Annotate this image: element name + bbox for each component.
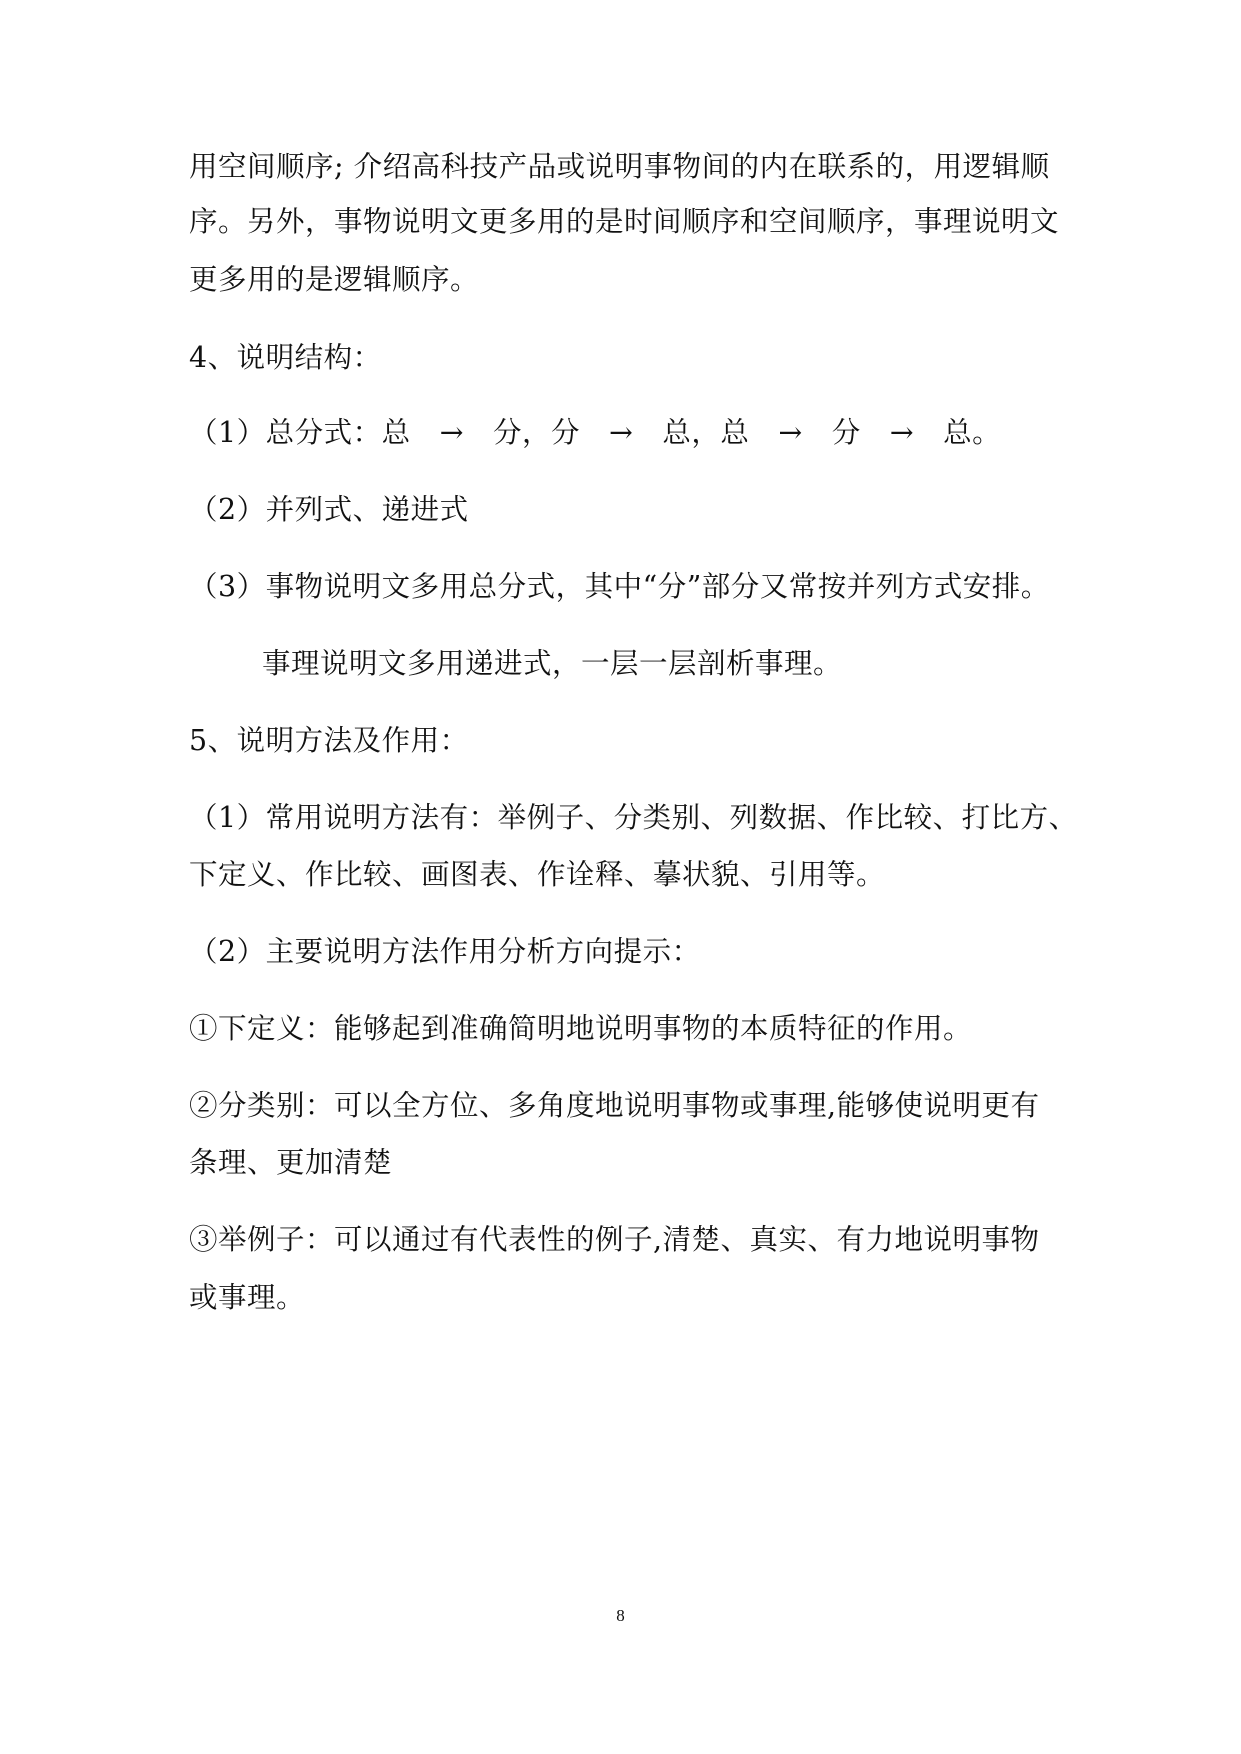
list-item: ③举例子：可以通过有代表性的例子,清楚、真实、有力地说明事物 bbox=[189, 1223, 1040, 1256]
section-heading: 4、说明结构： bbox=[189, 341, 382, 374]
page-number: 8 bbox=[616, 1606, 625, 1625]
paragraph-line: 用空间顺序; 介绍高科技产品或说明事物间的内在联系的，用逻辑顺 bbox=[189, 150, 1050, 183]
list-item: （2）主要说明方法作用分析方向提示： bbox=[189, 935, 701, 968]
list-item: （1）总分式：总 → 分，分 → 总，总 → 分 → 总。 bbox=[189, 416, 1002, 449]
paragraph-line: 更多用的是逻辑顺序。 bbox=[189, 263, 480, 296]
list-item: ②分类别：可以全方位、多角度地说明事物或事理,能够使说明更有 bbox=[189, 1089, 1040, 1122]
list-item: ①下定义：能够起到准确简明地说明事物的本质特征的作用。 bbox=[189, 1012, 973, 1045]
list-item: （2）并列式、递进式 bbox=[189, 493, 469, 526]
list-item: （3）事物说明文多用总分式，其中“分”部分又常按并列方式安排。 bbox=[189, 570, 1050, 603]
section-heading: 5、说明方法及作用： bbox=[189, 724, 469, 757]
paragraph-line: 序。另外，事物说明文更多用的是时间顺序和空间顺序，事理说明文 bbox=[189, 205, 1060, 238]
list-item-continuation: 条理、更加清楚 bbox=[189, 1146, 393, 1179]
list-item-continuation: 事理说明文多用递进式，一层一层剖析事理。 bbox=[262, 647, 843, 680]
list-item-continuation: 或事理。 bbox=[189, 1281, 306, 1314]
list-item: （1）常用说明方法有：举例子、分类别、列数据、作比较、打比方、 bbox=[189, 801, 1078, 834]
list-item-continuation: 下定义、作比较、画图表、作诠释、摹状貌、引用等。 bbox=[189, 858, 886, 891]
